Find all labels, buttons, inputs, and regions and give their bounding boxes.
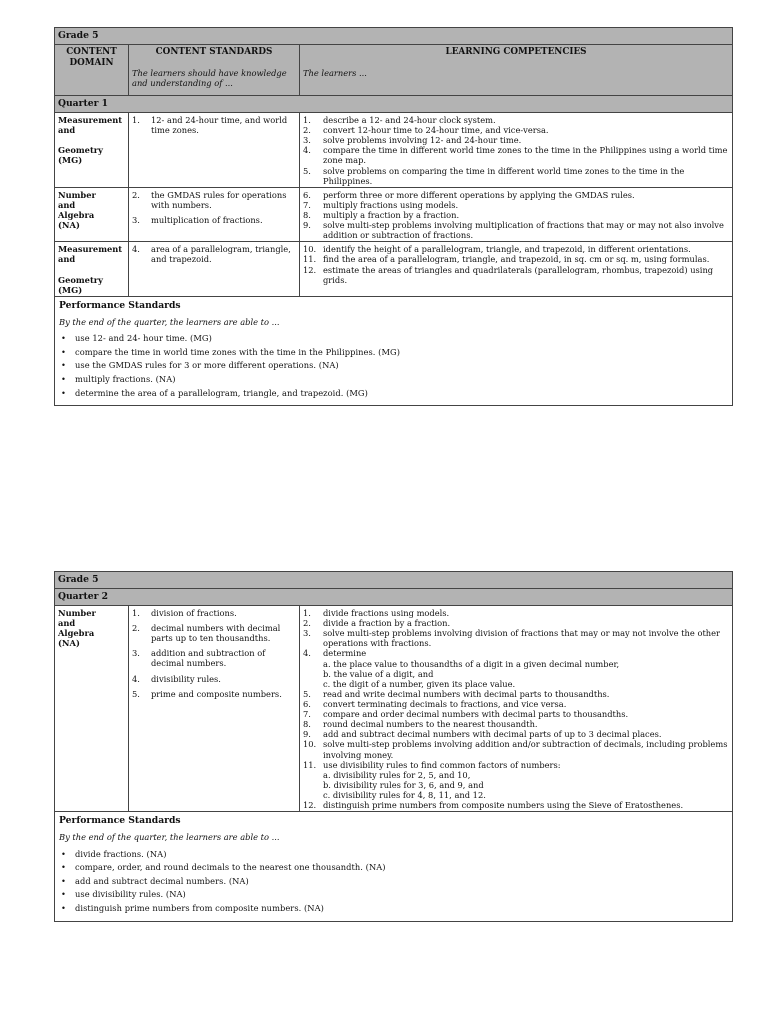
domain-line: Measurement — [58, 115, 123, 125]
item-number: 1. — [303, 608, 311, 618]
list-item — [303, 699, 729, 709]
domain-line: Number — [58, 608, 96, 618]
learning-competencies-cell — [300, 606, 733, 812]
item-text: 12- and 24-hour time, and world time zones. — [151, 115, 288, 136]
list-item — [59, 360, 728, 370]
item-number: 5. — [303, 688, 311, 699]
list-item — [132, 623, 296, 643]
item-number: 5. — [303, 165, 311, 176]
item-text: solve multi-step problems involving addition and/or subtraction of decimals, including problems involving money. — [323, 739, 728, 760]
item-text: divisibility rules. — [151, 673, 221, 684]
item-text: divide fractions using models. — [323, 608, 450, 618]
list-item — [132, 244, 296, 264]
domain-line: Geometry — [58, 145, 103, 156]
item-text: determine the area of a parallelogram, triangle, and trapezoid. (MG) — [75, 387, 368, 398]
item-number: 9. — [303, 729, 311, 740]
bullet-icon: • — [61, 333, 66, 344]
item-text: round decimal numbers to the nearest thousandth. — [323, 719, 538, 730]
bullet-icon: • — [61, 862, 66, 873]
list-item — [303, 800, 729, 810]
content-domain-cell — [55, 187, 129, 242]
item-number: 1. — [132, 115, 140, 125]
list-item — [59, 889, 728, 899]
list-item — [303, 628, 729, 648]
item-text: the GMDAS rules for operations with numbers. — [151, 189, 287, 210]
list-item — [303, 200, 729, 210]
list-item — [303, 254, 729, 264]
item-text: prime and composite numbers. — [151, 688, 282, 699]
grade-label: Grade 5 — [55, 572, 733, 589]
item-text: division of fractions. — [151, 608, 237, 618]
table-row — [55, 242, 733, 296]
list-item — [303, 608, 729, 618]
list-item — [59, 374, 728, 384]
header-content-domain: CONTENT DOMAIN — [55, 45, 129, 96]
header-content-standards-label: CONTENT STANDARDS — [155, 47, 273, 57]
list-item — [59, 903, 728, 913]
performance-standards-intro: By the end of the quarter, the learners are able to ... — [59, 832, 280, 843]
content-standards-cell — [129, 242, 300, 296]
list-item — [303, 648, 729, 658]
list-item — [303, 719, 729, 729]
sub-item: a. divisibility rules for 2, 5, and 10, — [323, 769, 471, 780]
item-text: solve multi-step problems involving division of fractions that may or may not involve the other operations with fractions. — [323, 628, 720, 649]
quarter-1-table — [54, 27, 733, 406]
item-number: 12. — [303, 800, 317, 811]
item-number: 9. — [303, 220, 311, 231]
performance-standards-title: Performance Standards — [59, 299, 181, 311]
list-item — [303, 190, 729, 200]
item-number: 5. — [132, 688, 140, 699]
item-number: 4. — [132, 673, 140, 684]
domain-line: Algebra — [58, 209, 95, 220]
quarter-1-label: Quarter 1 — [55, 96, 733, 113]
bullet-icon: • — [61, 373, 66, 384]
item-text: solve problems involving 12- and 24-hour time. — [323, 135, 522, 146]
item-number: 3. — [132, 648, 140, 659]
header-learning-competencies — [300, 45, 733, 96]
list-item — [132, 648, 296, 668]
item-text: determine — [323, 648, 367, 659]
item-number: 4. — [303, 145, 311, 156]
list-item — [303, 135, 729, 145]
item-number: 2. — [132, 623, 140, 634]
item-text: compare and order decimal numbers with decimal parts to thousandths. — [323, 709, 629, 720]
sub-list — [303, 659, 729, 689]
item-text: describe a 12- and 24-hour clock system. — [323, 115, 496, 125]
performance-standards-title: Performance Standards — [59, 815, 181, 827]
item-number: 6. — [303, 698, 311, 709]
item-number: 2. — [303, 125, 311, 136]
item-number: 1. — [303, 115, 311, 125]
sub-item: c. divisibility rules for 4, 8, 11, and 12. — [323, 789, 486, 800]
item-number: 6. — [303, 189, 311, 200]
bullet-icon: • — [61, 848, 66, 859]
content-standards-cell — [129, 113, 300, 188]
content-standards-cell — [129, 187, 300, 242]
item-number: 4. — [132, 244, 140, 255]
item-text: compare, order, and round decimals to the nearest one thousandth. (NA) — [75, 862, 386, 873]
list-item — [303, 244, 729, 254]
item-text: add and subtract decimal numbers. (NA) — [75, 875, 249, 886]
sub-list — [303, 770, 729, 800]
header-learning-competencies-sub: The learners ... — [303, 67, 367, 78]
list-item — [303, 760, 729, 770]
list-item — [303, 220, 729, 240]
item-number: 3. — [303, 135, 311, 146]
table-row — [55, 606, 733, 812]
item-text: area of a parallelogram, triangle, and trapezoid. — [151, 244, 291, 265]
bullet-icon: • — [61, 902, 66, 913]
item-text: read and write decimal numbers with decimal parts to thousandths. — [323, 688, 610, 699]
list-item — [303, 689, 729, 699]
item-number: 7. — [303, 199, 311, 210]
content-domain-cell — [55, 113, 129, 188]
performance-standards-q1 — [55, 296, 733, 405]
item-text: multiply fractions using models. — [323, 199, 459, 210]
domain-line: and — [58, 618, 76, 629]
list-item — [303, 739, 729, 759]
item-text: estimate the areas of triangles and quadrilaterals (parallelogram, rhombus, trapezoid) using grids. — [323, 264, 714, 285]
bullet-icon: • — [61, 360, 66, 371]
item-text: solve problems on comparing the time in different world time zones to the time in the Philippines. — [323, 165, 685, 186]
domain-line: (MG) — [58, 284, 83, 295]
sub-item: c. the digit of a number, given its place value. — [323, 678, 516, 689]
item-number: 8. — [303, 719, 311, 730]
domain-line: Geometry — [58, 274, 103, 285]
item-text: divide a fraction by a fraction. — [323, 618, 451, 629]
item-number: 10. — [303, 244, 317, 255]
content-standards-cell — [129, 606, 300, 812]
item-text: distinguish prime numbers from composite numbers using the Sieve of Eratosthenes. — [323, 800, 684, 811]
bullet-icon: • — [61, 346, 66, 357]
item-number: 4. — [303, 648, 311, 659]
domain-line: Measurement — [58, 244, 123, 255]
learning-competencies-cell — [300, 187, 733, 242]
content-domain-cell — [55, 606, 129, 812]
list-item — [132, 674, 296, 684]
list-item — [59, 333, 728, 343]
quarter-2-table — [54, 571, 733, 922]
performance-standards-q2 — [55, 812, 733, 921]
item-text: multiply fractions. (NA) — [75, 373, 176, 384]
item-text: use divisibility rules to find common factors of numbers: — [323, 759, 561, 770]
list-item — [59, 849, 728, 859]
item-text: identify the height of a parallelogram, triangle, and trapezoid, in different orientations. — [323, 244, 691, 255]
header-content-standards-sub: The learners should have knowledge and understanding of ... — [132, 67, 287, 88]
item-number: 3. — [132, 214, 140, 225]
grade-label: Grade 5 — [55, 28, 733, 45]
item-number: 11. — [303, 254, 317, 265]
item-number: 10. — [303, 739, 317, 750]
list-item — [132, 115, 296, 135]
domain-line: and — [58, 199, 76, 210]
table-row — [55, 187, 733, 242]
item-text: find the area of a parallelogram, triangle, and trapezoid, in sq. cm or sq. m, using formulas. — [323, 254, 710, 265]
item-text: distinguish prime numbers from composite numbers. (NA) — [75, 902, 324, 913]
item-text: compare the time in world time zones with the time in the Philippines. (MG) — [75, 346, 400, 357]
item-text: multiplication of fractions. — [151, 214, 263, 225]
domain-line: Algebra — [58, 628, 95, 639]
item-text: use 12- and 24- hour time. (MG) — [75, 333, 212, 344]
item-text: compare the time in different world time zones to the time in the Philippines using a world time zone map. — [323, 145, 728, 166]
list-item — [303, 145, 729, 165]
header-learning-competencies-label: LEARNING COMPETENCIES — [445, 47, 587, 57]
quarter-2-label: Quarter 2 — [55, 589, 733, 606]
learning-competencies-cell — [300, 242, 733, 296]
item-text: use divisibility rules. (NA) — [75, 889, 186, 900]
domain-line: (NA) — [58, 220, 80, 231]
item-text: convert terminating decimals to fractions, and vice versa. — [323, 698, 567, 709]
table-row — [55, 113, 733, 188]
list-item — [132, 215, 296, 225]
list-item — [59, 862, 728, 872]
list-item — [303, 166, 729, 186]
domain-line: (MG) — [58, 155, 83, 166]
domain-line: and — [58, 125, 76, 136]
bullet-icon: • — [61, 875, 66, 886]
list-item — [59, 347, 728, 357]
list-item — [303, 115, 729, 125]
performance-standards-intro: By the end of the quarter, the learners are able to ... — [59, 316, 280, 327]
list-item — [303, 729, 729, 739]
item-text: solve multi-step problems involving multiplication of fractions that may or may not also involve addition or subtraction of fractions. — [323, 220, 724, 241]
list-item — [303, 210, 729, 220]
sub-item: b. the value of a digit, and — [323, 668, 434, 679]
item-text: use the GMDAS rules for 3 or more different operations. (NA) — [75, 360, 339, 371]
list-item — [303, 125, 729, 135]
item-number: 7. — [303, 709, 311, 720]
list-item — [303, 265, 729, 285]
list-item — [303, 709, 729, 719]
header-content-standards — [129, 45, 300, 96]
sub-item: b. divisibility rules for 3, 6, and 9, and — [323, 779, 484, 790]
list-item — [59, 388, 728, 398]
list-item — [132, 190, 296, 210]
item-number: 3. — [303, 628, 311, 639]
item-text: perform three or more different operations by applying the GMDAS rules. — [323, 189, 635, 200]
content-domain-cell — [55, 242, 129, 296]
item-text: decimal numbers with decimal parts up to ten thousandths. — [151, 623, 281, 644]
item-number: 1. — [132, 608, 140, 618]
item-number: 2. — [303, 618, 311, 629]
item-text: add and subtract decimal numbers with decimal parts of up to 3 decimal places. — [323, 729, 662, 740]
item-number: 8. — [303, 209, 311, 220]
list-item — [59, 876, 728, 886]
item-number: 12. — [303, 264, 317, 275]
item-number: 2. — [132, 189, 140, 200]
domain-line: (NA) — [58, 638, 80, 649]
learning-competencies-cell — [300, 113, 733, 188]
item-text: convert 12-hour time to 24-hour time, and vice-versa. — [323, 125, 549, 136]
item-text: divide fractions. (NA) — [75, 848, 167, 859]
sub-item: a. the place value to thousandths of a digit in a given decimal number, — [323, 658, 620, 669]
list-item — [303, 618, 729, 628]
item-text: addition and subtraction of decimal numbers. — [151, 648, 266, 669]
item-number: 11. — [303, 759, 317, 770]
list-item — [132, 608, 296, 618]
bullet-icon: • — [61, 889, 66, 900]
domain-line: Number — [58, 189, 96, 200]
item-text: multiply a fraction by a fraction. — [323, 209, 460, 220]
list-item — [132, 689, 296, 699]
bullet-icon: • — [61, 387, 66, 398]
domain-line: and — [58, 254, 76, 265]
